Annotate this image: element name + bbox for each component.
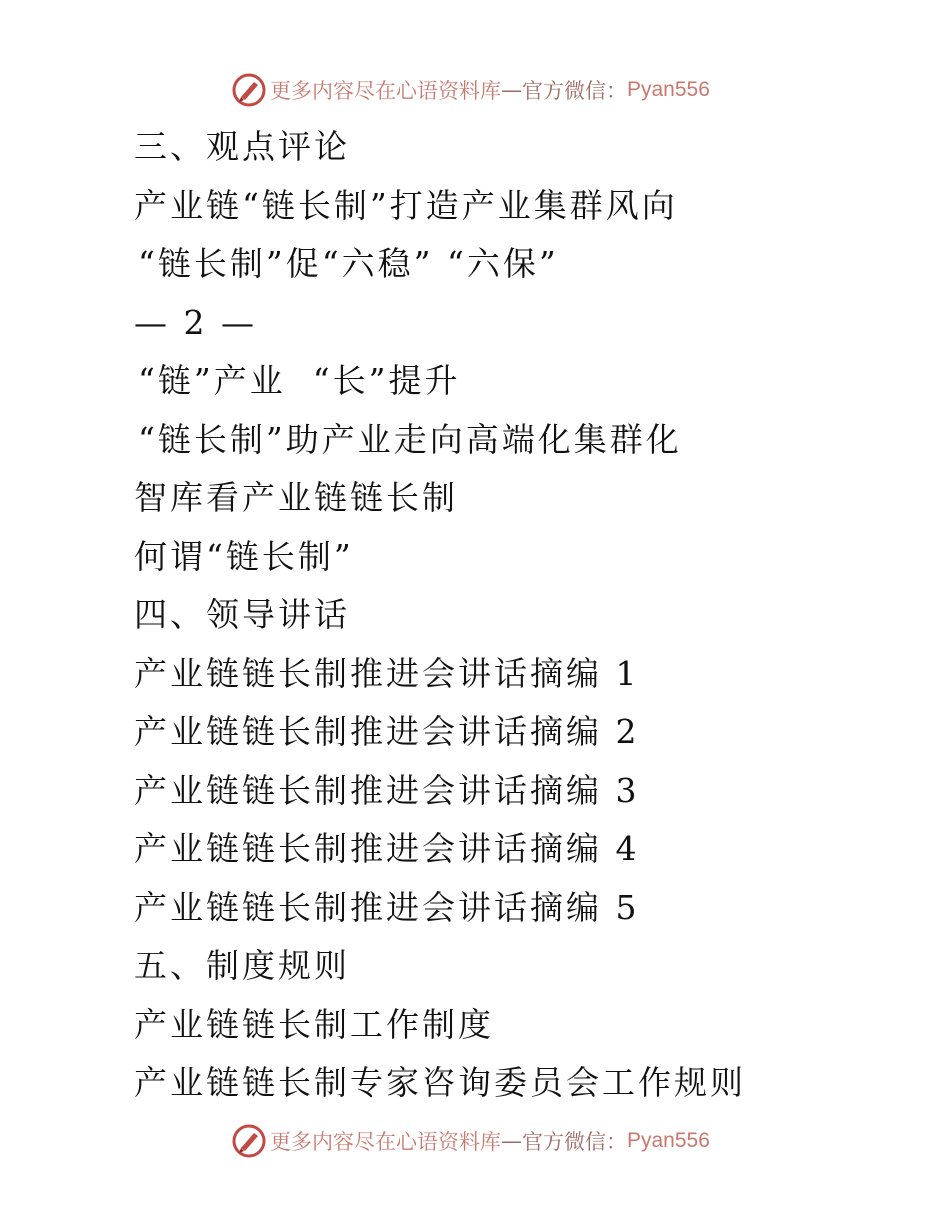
watermark-separator: — — [501, 78, 522, 102]
toc-entry: 何谓“链长制” — [134, 536, 354, 576]
pen-logo-icon — [232, 1124, 266, 1158]
pen-logo-icon — [232, 73, 266, 107]
toc-entry: 智库看产业链链长制 — [134, 478, 458, 517]
header-watermark — [232, 70, 710, 110]
toc-entry: 产业链链长制专家咨询委员会工作规则 — [134, 1063, 746, 1102]
watermark-separator: — — [501, 1129, 522, 1153]
watermark-label: 官方微信： — [522, 1130, 627, 1154]
watermark-id: Pyan556 — [627, 78, 710, 101]
footer-watermark — [232, 1121, 710, 1161]
toc-entry: 产业链链长制推进会讲话摘编 4 — [134, 829, 640, 868]
watermark-label: 官方微信： — [522, 79, 627, 103]
section-heading: 四、领导讲话 — [134, 595, 350, 634]
toc-entry: “链长制”助产业走向高端化集群化 — [138, 419, 682, 459]
toc-entry: 产业链链长制工作制度 — [134, 1004, 494, 1044]
watermark-id: Pyan556 — [627, 1129, 710, 1152]
toc-entry: 产业链链长制推进会讲话摘编 2 — [134, 712, 640, 751]
section-heading: 三、观点评论 — [134, 127, 350, 166]
toc-entry: “链长制”促“六稳” “六保” — [138, 244, 559, 283]
watermark-text: 更多内容尽在心语资料库 — [270, 1130, 501, 1154]
watermark-text: 更多内容尽在心语资料库 — [270, 79, 501, 103]
toc-entry: “链”产业 “长”提升 — [138, 361, 461, 400]
section-heading: 五、制度规则 — [134, 946, 350, 985]
toc-entry: 产业链链长制推进会讲话摘编 1 — [134, 653, 640, 693]
page-number: — 2 — — [134, 302, 257, 342]
toc-entry: 产业链“链长制”打造产业集群风向 — [134, 185, 678, 225]
toc-entry: 产业链链长制推进会讲话摘编 3 — [134, 770, 640, 810]
toc-content — [134, 118, 914, 1113]
toc-entry: 产业链链长制推进会讲话摘编 5 — [134, 887, 640, 927]
